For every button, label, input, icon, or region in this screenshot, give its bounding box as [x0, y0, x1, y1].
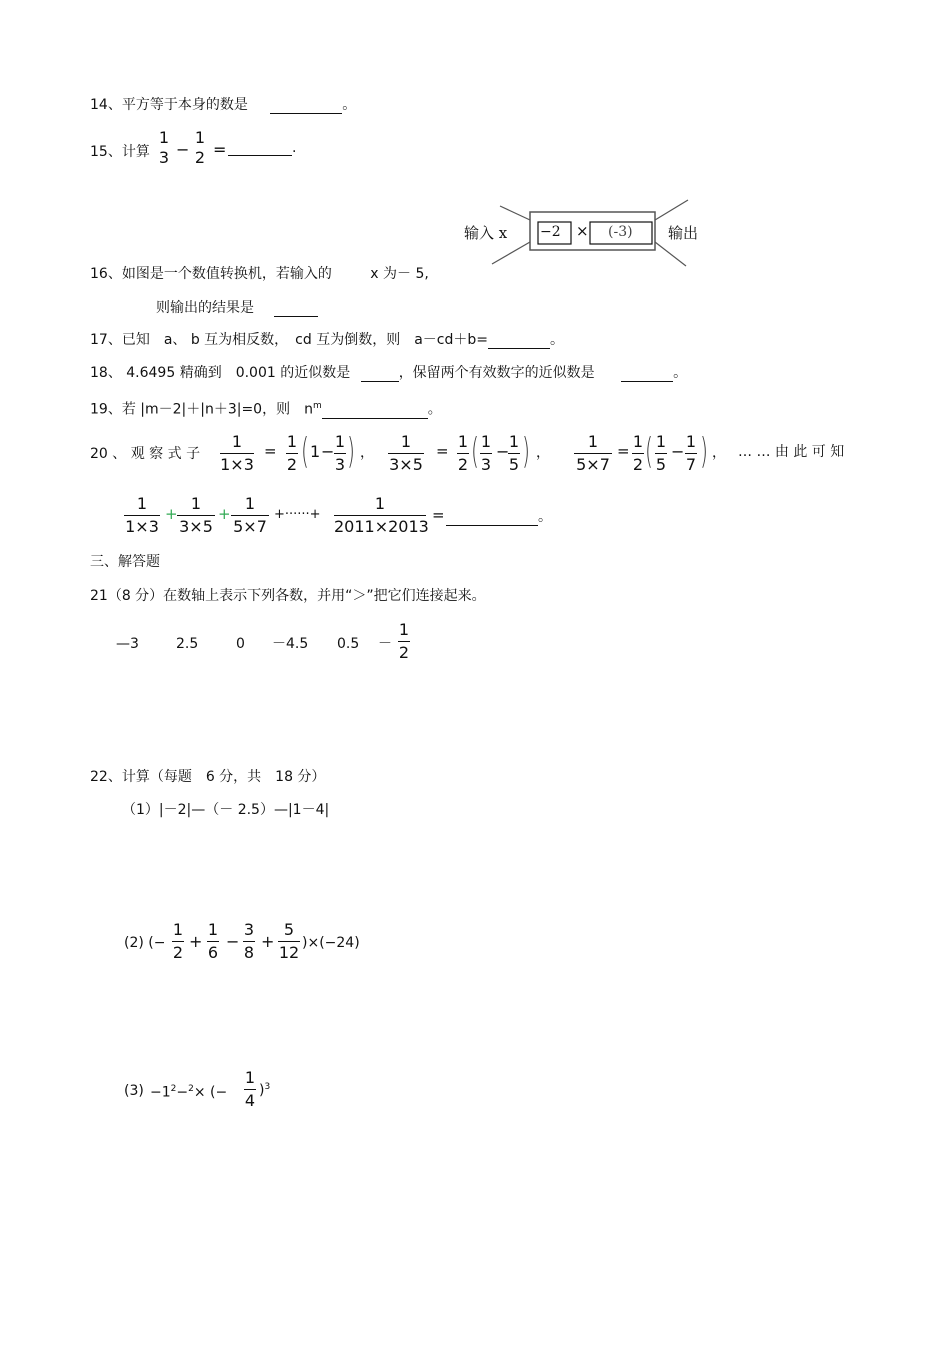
frac-bar	[243, 941, 255, 942]
frac-num: 1	[244, 494, 256, 513]
machine-input-label: 输入 x	[464, 224, 508, 242]
q21-num-1: 2.5	[176, 636, 199, 652]
q22-p2-minus: −	[226, 932, 240, 951]
frac-bar	[231, 515, 269, 516]
q20-comma-3: ，	[712, 445, 726, 461]
q20-sum-f2	[177, 494, 215, 537]
q20-answer-blank[interactable]	[446, 511, 538, 526]
q20-one-1: 1	[310, 442, 321, 461]
frac-den: 1×3	[125, 517, 159, 536]
machine-box1: −2	[540, 224, 561, 240]
q21-text: 21（8 分）在数轴上表示下列各数，并用“＞”把它们连接起来。	[90, 588, 486, 604]
frac-num: 1	[207, 920, 219, 939]
frac-num: 1	[457, 432, 469, 451]
q22-part3-label: (3)	[124, 1083, 144, 1099]
q19	[90, 397, 442, 419]
q22-p3-close: )	[259, 1082, 265, 1099]
frac-num: 5	[283, 920, 295, 939]
frac-den: 12	[278, 943, 300, 962]
q22-p3-mid: −	[176, 1084, 189, 1101]
q17-answer-blank[interactable]	[488, 334, 550, 349]
q18-answer-blank-1[interactable]	[361, 367, 399, 382]
frac-bar	[334, 515, 426, 516]
q20-frac-a	[220, 432, 254, 475]
frac-bar	[632, 453, 644, 454]
frac-bar	[172, 941, 184, 942]
q22-part1: （1）|－2|—（－ 2.5）—|1－4|	[122, 802, 330, 818]
q20-paren-open-2: (	[471, 431, 479, 472]
q18-answer-blank-2[interactable]	[621, 367, 673, 382]
frac-num: 1	[398, 620, 410, 639]
frac-bar	[480, 453, 492, 454]
frac-bar	[278, 941, 300, 942]
q20-paren-open-1: (	[301, 431, 309, 472]
q22-p3-base: −1	[150, 1084, 171, 1101]
frac-bar	[244, 1089, 256, 1090]
frac-num: 1	[334, 432, 346, 451]
machine-times: ×	[576, 222, 589, 240]
frac-bar	[334, 453, 346, 454]
q22-p3-times: × (−	[193, 1084, 228, 1101]
q20-half-2	[457, 432, 469, 475]
q16-line1b: x 为－ 5,	[370, 266, 429, 282]
q22-title: 22、计算（每题 6 分，共 18 分）	[90, 769, 326, 785]
frac-num: 1	[190, 494, 202, 513]
frac-num: 1	[231, 432, 243, 451]
q14-end: 。	[342, 97, 357, 113]
q15-f2-den: 2	[194, 148, 206, 167]
q22-part2-close: )×(−24)	[302, 935, 360, 951]
frac-bar	[286, 453, 298, 454]
q15-f1-den: 3	[158, 148, 170, 167]
frac-den: 8	[243, 943, 255, 962]
frac-den: 5	[655, 455, 667, 474]
frac-bar	[388, 453, 424, 454]
q16-line2	[156, 299, 318, 317]
q20-comma-1: ，	[360, 445, 374, 461]
frac-bar	[124, 515, 160, 516]
frac-bar	[398, 641, 410, 642]
q20-third	[334, 432, 346, 475]
q15-end: .	[292, 140, 297, 156]
frac-den: 2011×2013	[334, 517, 429, 536]
q20-fifth-2	[655, 432, 667, 475]
q20-sum-eq: =	[432, 506, 445, 524]
frac-num: 1	[655, 432, 667, 451]
converter-machine	[460, 186, 720, 276]
frac-num: 1	[632, 432, 644, 451]
q20-eq-2: =	[436, 442, 449, 460]
q21-num-5-frac	[398, 620, 410, 663]
q19-end: 。	[427, 401, 442, 418]
q20-eq-1: =	[264, 442, 277, 460]
q20-minus-1: −	[321, 442, 335, 461]
q21-num-0: —3	[116, 636, 139, 652]
frac-bar	[508, 453, 520, 454]
q16-line1	[90, 265, 429, 283]
frac-den: 2	[398, 643, 410, 662]
q20-fifth	[508, 432, 520, 475]
frac-den: 1×3	[220, 455, 254, 474]
q22-p2-plus1: +	[189, 932, 203, 951]
q14	[90, 96, 356, 114]
q20-paren-close-3: )	[700, 431, 708, 472]
q22-part3-expr	[150, 1080, 227, 1102]
q21-num-4: 0.5	[337, 636, 360, 652]
frac-num: 1	[136, 494, 148, 513]
q15-minus: −	[176, 140, 190, 159]
q20-eq-3: =	[617, 442, 630, 460]
frac-bar	[207, 941, 219, 942]
frac-den: 5×7	[576, 455, 610, 474]
frac-num: 1	[172, 920, 184, 939]
q20-minus-2: −	[496, 442, 510, 461]
q15-answer	[228, 140, 296, 156]
q18-text: 18、 4.6495 精确到 0.001 的近似数是	[90, 365, 351, 381]
q21-num-5-sign: －	[378, 636, 392, 652]
q20-seventh	[685, 432, 697, 475]
q22-p3-sup1: 2	[170, 1084, 177, 1094]
q22-p3-sup2: 2	[188, 1084, 194, 1094]
q22-p2-f3	[243, 920, 255, 963]
q19-text: 19、若 |m－2|＋|n＋3|=0，则 n	[90, 401, 313, 418]
q15-label: 15、计算	[90, 144, 150, 160]
frac-den: 5×7	[233, 517, 267, 536]
q22-p2-f1	[172, 920, 184, 963]
q19-answer-blank[interactable]	[322, 404, 428, 419]
frac-num: 1	[587, 432, 599, 451]
q20-minus-3: −	[671, 442, 685, 461]
q20-paren-open-3: (	[645, 431, 653, 472]
q20-sum-plus2: +	[218, 505, 231, 523]
q15-frac2	[194, 128, 206, 168]
frac-num: 3	[243, 920, 255, 939]
frac-bar	[655, 453, 667, 454]
q14-text: 14、平方等于本身的数是	[90, 97, 248, 113]
q20-sum-dots: +······+	[274, 507, 321, 522]
q17-text: 17、已知 a、 b 互为相反数， cd 互为倒数，则 a－cd＋b=	[90, 332, 488, 348]
q20-end: 。	[538, 509, 552, 525]
q18	[90, 364, 687, 382]
q16-line1a: 16、如图是一个数值转换机，若输入的	[90, 266, 332, 282]
q17	[90, 331, 564, 349]
frac-bar	[457, 453, 469, 454]
q22-part2-open: (2) (−	[124, 935, 166, 951]
q20-half-1	[286, 432, 298, 475]
q15-frac1	[158, 128, 170, 168]
q20-paren-close-2: )	[522, 431, 530, 472]
q14-answer-blank[interactable]	[270, 99, 342, 114]
frac-num: 1	[508, 432, 520, 451]
q20-third-2	[480, 432, 492, 475]
frac-den: 2	[286, 455, 298, 474]
frac-den: 7	[685, 455, 697, 474]
frac-num: 1	[244, 1068, 256, 1087]
q19-sup: m	[312, 401, 322, 411]
q20-sum-last	[334, 494, 429, 537]
q20-half-3	[632, 432, 644, 475]
q16-line2-text: 则输出的结果是	[156, 300, 254, 316]
q20-label: 20 、 观 察 式 子	[90, 446, 201, 462]
q15-f2-num: 1	[194, 128, 206, 147]
frac-den: 2	[172, 943, 184, 962]
q22-p2-f4	[278, 920, 300, 963]
q20-frac-c	[574, 432, 612, 475]
q20-sum-f1	[124, 494, 160, 537]
q18-end: 。	[673, 365, 688, 381]
q18-mid: ，保留两个有效数字的近似数是	[398, 365, 595, 381]
frac-den: 3	[334, 455, 346, 474]
q22-p2-plus2: +	[261, 932, 275, 951]
q21-num-3: －4.5	[272, 636, 309, 652]
frac-num: 1	[286, 432, 298, 451]
q15-f1-num: 1	[158, 128, 170, 147]
frac-den: 3×5	[179, 517, 213, 536]
frac-den: 4	[244, 1091, 256, 1110]
frac-den: 3	[480, 455, 492, 474]
q15-answer-blank[interactable]	[228, 141, 292, 156]
machine-box2: (-3)	[608, 224, 633, 240]
q17-end: 。	[550, 332, 564, 348]
q20-paren-close-1: )	[347, 431, 355, 472]
q16-answer-blank[interactable]	[274, 302, 318, 317]
frac-bar	[220, 453, 254, 454]
q20-sum-answer	[446, 506, 552, 526]
q15-eq: =	[213, 140, 227, 159]
frac-den: 3×5	[389, 455, 423, 474]
q20-sum-f3	[231, 494, 269, 537]
q20-comma-2: ，	[536, 445, 550, 461]
frac-num: 1	[400, 432, 412, 451]
section3-title: 三、解答题	[90, 554, 160, 570]
q21-num-2: 0	[236, 636, 245, 652]
frac-den: 2	[457, 455, 469, 474]
frac-bar	[574, 453, 612, 454]
frac-num: 1	[480, 432, 492, 451]
frac-bar	[177, 515, 215, 516]
machine-output-label: 输出	[668, 224, 699, 242]
q20-sum-plus1: +	[165, 505, 178, 523]
frac-num: 1	[685, 432, 697, 451]
frac-bar	[685, 453, 697, 454]
frac-den: 5	[508, 455, 520, 474]
frac-den: 6	[207, 943, 219, 962]
q20-tail: … … 由 此 可 知	[738, 444, 845, 460]
frac-den: 2	[632, 455, 644, 474]
q22-p2-f2	[207, 920, 219, 963]
q20-frac-b	[388, 432, 424, 475]
frac-num: 1	[374, 494, 386, 513]
q22-p3-sup3: 3	[264, 1082, 271, 1092]
q22-part3-close	[259, 1078, 270, 1100]
q22-p3-frac	[244, 1068, 256, 1111]
